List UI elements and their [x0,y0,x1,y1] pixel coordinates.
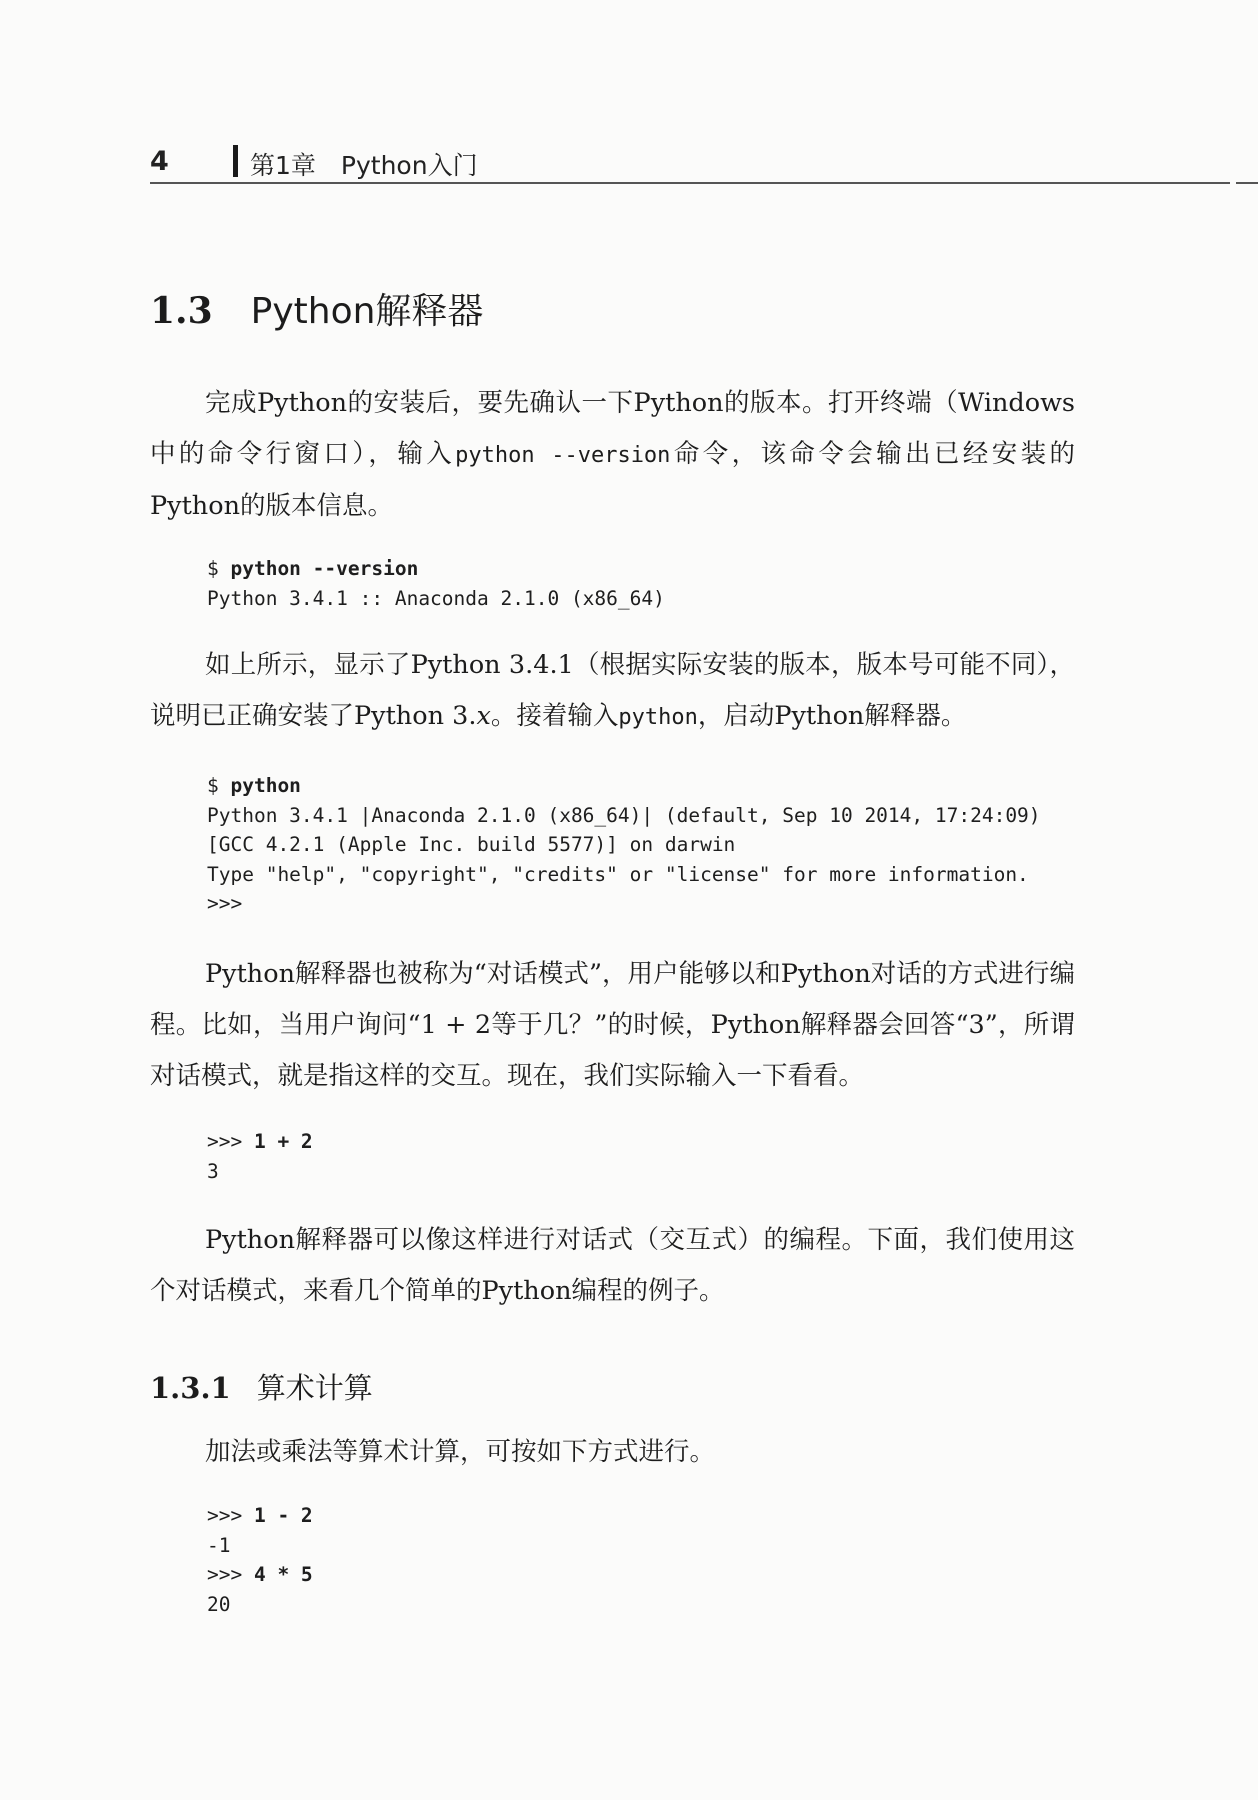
code-block-addition [207,1127,313,1186]
inline-code: python [618,705,698,730]
paragraph-text: 。接着输入 [490,701,619,731]
paragraph-dialog-mode: Python解释器也被称为“对话模式”，用户能够以和Python对话的方式进行编程。比如，当用户询问“1 + 2等于几？”的时候，Python解释器会回答“3”，所谓对话模式，就是指这样的交互。现在，我们实际输入一下看看。 [150,959,1075,1091]
code-output: [GCC 4.2.1 (Apple Inc. build 5577)] on darwin [207,833,736,856]
code-output: 20 [207,1592,231,1616]
code-output: -1 [207,1533,231,1557]
python-prompt: >>> [207,1504,254,1527]
code-output: Python 3.4.1 :: Anaconda 2.1.0 (x86_64) [207,586,665,610]
paragraph-arithmetic: 加法或乘法等算术计算，可按如下方式进行。 [205,1437,716,1467]
code-command: 1 + 2 [253,1130,313,1153]
paragraph-intro [150,378,1075,532]
code-block-interpreter [207,771,1041,919]
code-command: python [230,774,301,797]
running-header [150,140,1230,184]
code-command: python --version [230,557,419,580]
shell-prompt: $ [207,557,231,580]
python-prompt: >>> [207,1130,254,1153]
section-heading [150,283,483,334]
paragraph-text: ，启动Python解释器。 [697,701,967,731]
inline-code: python --version [455,443,671,468]
code-output: Type "help", "copyright", "credits" or "license" for more information. [207,862,1029,886]
paragraph-interactive: Python解释器可以像这样进行对话式（交互式）的编程。下面，我们使用这个对话模式，来看几个简单的Python编程的例子。 [150,1225,1075,1306]
shell-prompt: $ [207,774,231,797]
code-line [207,1127,313,1157]
code-line [207,1501,313,1531]
code-output: >>> [207,892,243,915]
subsection-heading [150,1366,373,1407]
paragraph-text: 如上所示，显示了Python 3.4.1（根据实际安装的版本，版本号可能不同），说明已正确安装了Python 3. [150,650,1075,731]
subsection-title: 算术计算 [256,1371,373,1405]
code-output: Python 3.4.1 |Anaconda 2.1.0 (x86_64)| (default, Sep 10 2014, 17:24:09) [207,803,1041,827]
section-title: Python解释器 [250,291,484,332]
header-rule-end [1236,182,1258,184]
section-number: 1.3 [150,290,213,332]
code-command: 1 - 2 [253,1504,313,1527]
code-block-version [207,554,665,613]
paragraph-text: 完成Python的安装后，要先确认一下Python的版本。打开终端（Windows中的命令行窗口），输入 [150,388,1075,469]
header-rule [150,182,1230,184]
code-output: 3 [207,1159,219,1183]
paragraph-text: 命令，该命令会输出已经安装的Python的版本信息。 [150,439,1075,521]
subsection-number: 1.3.1 [150,1371,231,1405]
code-line [207,1560,313,1590]
page-number: 4 [150,146,169,177]
code-command: 4 * 5 [253,1563,313,1586]
chapter-title: 第1章 Python入门 [250,151,478,180]
code-line [207,771,1041,801]
header-bar [233,145,238,177]
code-line [207,554,665,584]
python-prompt: >>> [207,1563,254,1586]
code-block-arithmetic [207,1501,313,1619]
italic-variable: x [476,701,491,731]
paragraph-version-result [150,640,1075,743]
